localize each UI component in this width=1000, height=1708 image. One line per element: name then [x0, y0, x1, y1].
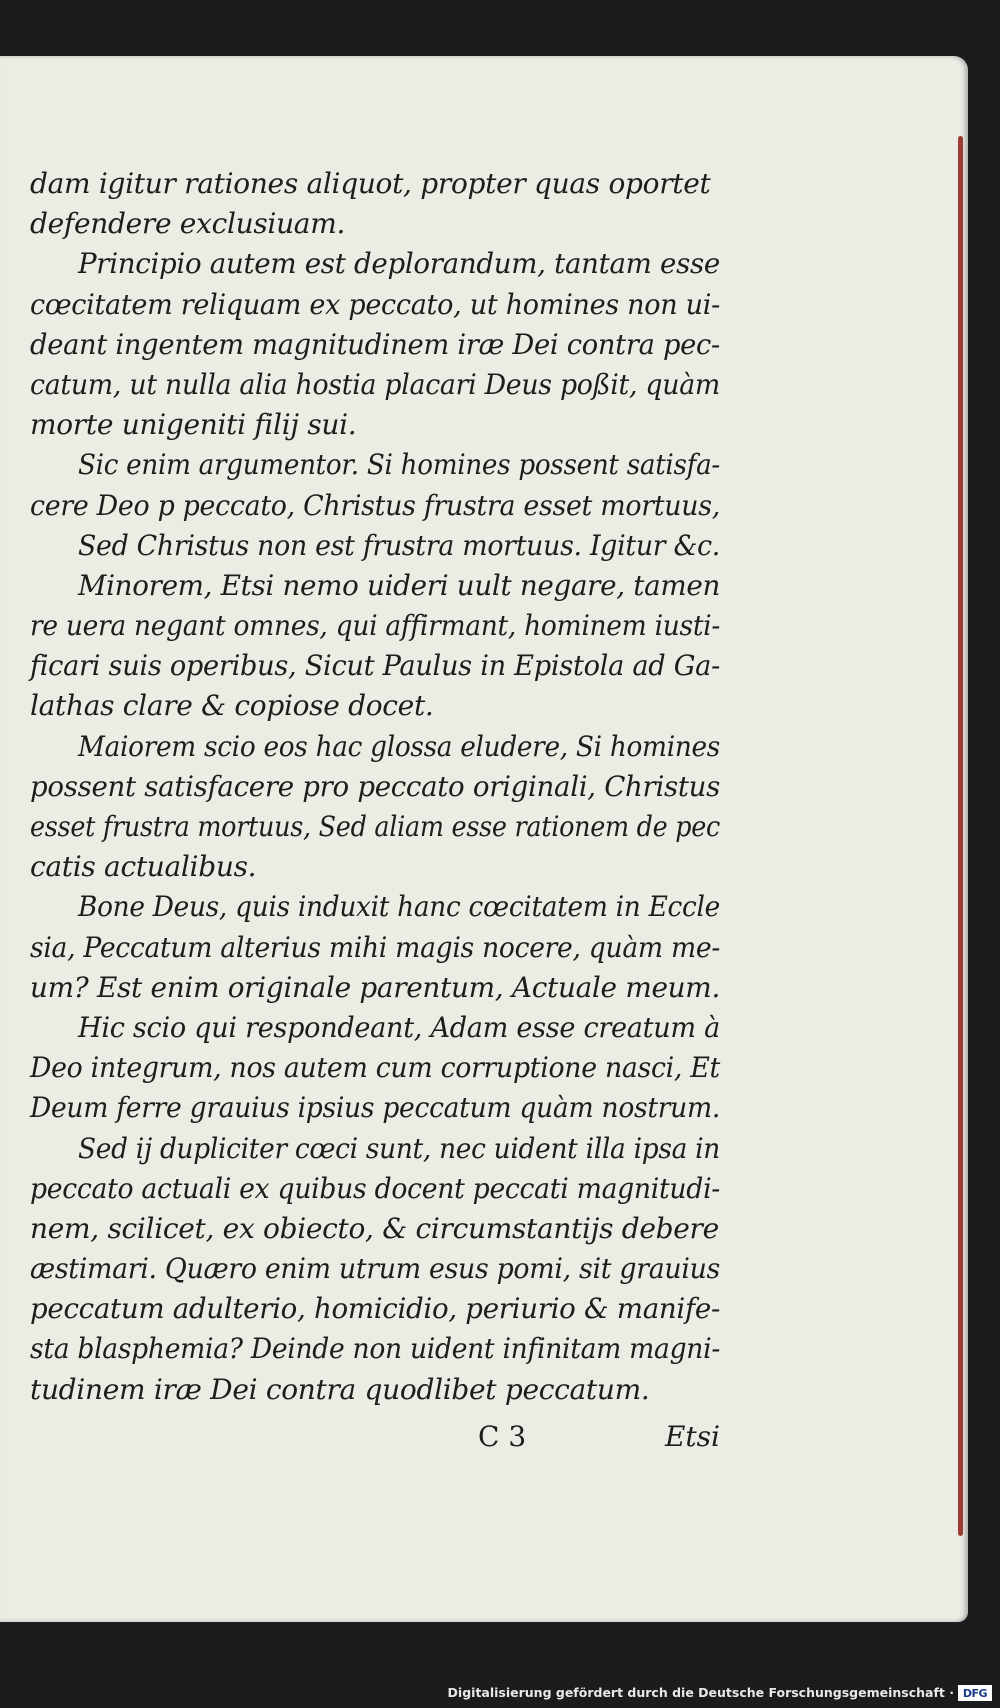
- text-line: [30, 325, 720, 365]
- text-line: [30, 968, 720, 1008]
- text-line-content: dam igitur rationes aliquot, propter quas oportet: [30, 167, 711, 200]
- page-text-block: [30, 164, 720, 1410]
- text-line-content: defendere exclusiuam.: [30, 207, 346, 241]
- text-line-content: cœcitatem reliquam ex peccato, ut homines non ui-: [30, 287, 721, 321]
- text-line: [30, 486, 720, 526]
- text-line-content: catum, ut nulla alia hostia placari Deus poßit, quàm: [30, 367, 721, 401]
- text-line: [30, 1249, 720, 1289]
- text-line: [30, 405, 720, 445]
- text-line: [30, 1129, 720, 1169]
- book-page: [0, 56, 968, 1622]
- text-line: [30, 847, 720, 887]
- digitization-credit: Digitalisierung gefördert durch die Deutsche Forschungsgemeinschaft ·: [447, 1685, 954, 1700]
- page-footer: [30, 1420, 720, 1464]
- catchword: Etsi: [664, 1420, 720, 1453]
- text-line-content: morte unigeniti filij sui.: [30, 408, 357, 442]
- digitization-footer: [0, 1678, 1000, 1708]
- text-line: [30, 204, 720, 244]
- text-line: [30, 365, 720, 405]
- text-line: [30, 1048, 720, 1088]
- text-line: [30, 526, 720, 566]
- text-line-content: Minorem, Etsi nemo uideri uult negare, tamen: [78, 568, 721, 602]
- text-line-content: peccatum adulterio, homicidio, periurio & manife-: [30, 1292, 720, 1326]
- text-line: [30, 445, 720, 485]
- text-line: [30, 606, 720, 646]
- text-line: [30, 887, 720, 927]
- page-red-edge: [958, 136, 963, 1536]
- text-line-content: æstimari. Quæro enim utrum esus pomi, sit grauius: [30, 1252, 720, 1286]
- text-line: [30, 1008, 720, 1048]
- signature-mark: C 3: [478, 1420, 527, 1453]
- dfg-logo: DFG: [958, 1685, 992, 1701]
- text-line: [30, 686, 720, 726]
- text-line-content: tudinem iræ Dei contra quodlibet peccatum.: [30, 1372, 650, 1406]
- text-line: [30, 1329, 720, 1369]
- text-line: [30, 164, 720, 204]
- text-line-content: Deo integrum, nos autem cum corruptione nasci, Et: [30, 1051, 721, 1085]
- text-line: [30, 1088, 720, 1128]
- text-line-content: nem, scilicet, ex obiecto, & circumstantijs debere: [30, 1211, 719, 1245]
- text-line-content: sia, Peccatum alterius mihi magis nocere, quàm me-: [30, 930, 721, 964]
- text-line: [30, 1169, 720, 1209]
- text-line-content: Principio autem est deplorandum, tantam esse: [78, 247, 720, 281]
- text-line-content: deant ingentem magnitudinem iræ Dei contra pec-: [30, 327, 720, 361]
- text-line: [30, 807, 720, 847]
- text-line-content: re uera negant omnes, qui affirmant, hominem iusti-: [30, 609, 721, 643]
- text-line: [30, 244, 720, 284]
- text-line: [30, 1209, 720, 1249]
- text-line-content: um? Est enim originale parentum, Actuale meum.: [30, 970, 721, 1004]
- text-line: [30, 928, 720, 968]
- text-line-content: catis actualibus.: [30, 850, 257, 884]
- text-line-content: Hic scio qui respondeant, Adam esse creatum à: [78, 1010, 720, 1044]
- text-line-content: esset frustra mortuus, Sed aliam esse rationem de pec: [30, 810, 721, 843]
- text-line-content: Sed Christus non est frustra mortuus. Igitur &c.: [78, 528, 721, 562]
- text-line: [30, 727, 720, 767]
- text-line-content: possent satisfacere pro peccato originali, Christus: [30, 769, 721, 803]
- text-line: [30, 1289, 720, 1329]
- text-line-content: Sic enim argumentor. Si homines possent satisfa-: [78, 448, 721, 482]
- text-line-content: Bone Deus, quis induxit hanc cœcitatem in Eccle: [78, 890, 720, 924]
- text-line-content: cere Deo p peccato, Christus frustra esset mortuus,: [30, 488, 720, 522]
- text-line-content: lathas clare & copiose docet.: [30, 689, 434, 723]
- text-line-content: ficari suis operibus, Sicut Paulus in Epistola ad Ga-: [30, 649, 721, 683]
- text-line: [30, 285, 720, 325]
- text-line-content: Deum ferre grauius ipsius peccatum quàm nostrum.: [30, 1091, 721, 1125]
- text-line-content: Sed ij dupliciter cœci sunt, nec uident illa ipsa in: [78, 1131, 720, 1165]
- text-line-content: peccato actuali ex quibus docent peccati magnitudi-: [30, 1171, 721, 1205]
- text-line-content: sta blasphemia? Deinde non uident infinitam magni-: [30, 1332, 720, 1366]
- text-line: [30, 767, 720, 807]
- text-line: [30, 646, 720, 686]
- text-line-content: Maiorem scio eos hac glossa eludere, Si homines: [78, 729, 720, 763]
- text-line: [30, 566, 720, 606]
- text-line: [30, 1370, 720, 1410]
